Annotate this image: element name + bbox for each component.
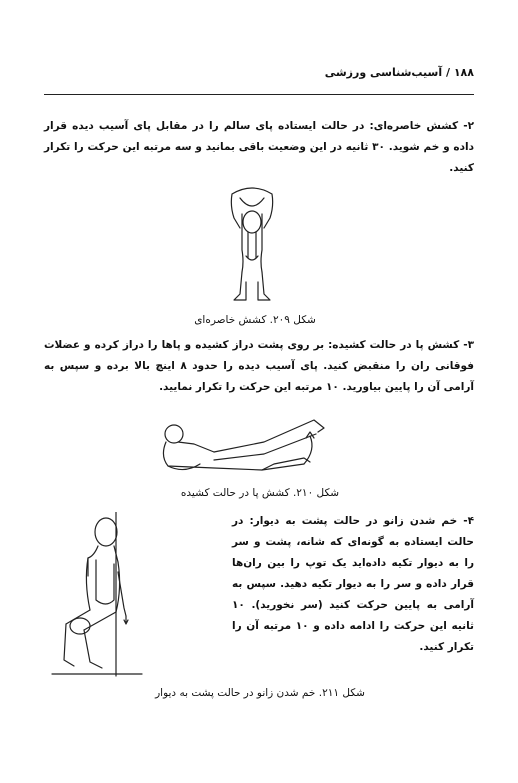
exercise-4-text: ۴- خم شدن زانو در حالت پشت به دیوار: در حالت ایستاده به گونه‌ای که شانه، پشت و سر را به دیوار تکیه داده‌اید یک توپ را بین ران‌ها قرار داده و سر را به دیوار تکیه دهید. سپس به آرامی به پایین حرکت کنید (سر نخورید). ۱۰ ثانیه این حرکت را ادامه داده و ۱۰ مرتبه آن را تکرار کنید.	[232, 515, 474, 653]
exercise-2-text: ۲- کشش خاصره‌ای: در حالت ایستاده پای سالم را در مقابل پای آسیب دیده قرار داده و خم شوید. ۳۰ ثانیه در این وضعیت باقی بمانید و سه مرتبه این حرکت را تکرار کنید.	[44, 120, 474, 174]
exercise-3-text: ۳- کشش پا در حالت کشیده: بر روی پشت دراز کشیده و پاها را دراز کرده و عضلات فوقانی ران را منقبض کنید. پای آسیب دیده را حدود ۸ اینچ بالا برده و سپس به آرامی آن را پایین بیاورید. ۱۰ مرتبه این حرکت را تکرار نمایید.	[44, 339, 474, 393]
supine-straight-leg-raise-illustration	[154, 404, 330, 480]
book-title: آسیب‌شناسی ورزشی	[324, 66, 443, 79]
header-separator: /	[445, 66, 450, 79]
page-number: ۱۸۸	[453, 66, 474, 79]
wall-squat-with-ball-illustration	[44, 512, 144, 684]
page-header	[44, 66, 474, 88]
figure-210-caption: شکل ۲۱۰. کشش پا در حالت کشیده	[180, 487, 340, 499]
standing-forward-bend-illustration	[212, 184, 292, 308]
figure-209-caption: شکل ۲۰۹. کشش خاصره‌ای	[194, 314, 316, 326]
figure-211-caption: شکل ۲۱۱. خم شدن زانو در حالت پشت به دیوار	[155, 687, 365, 699]
header-rule	[44, 94, 474, 95]
